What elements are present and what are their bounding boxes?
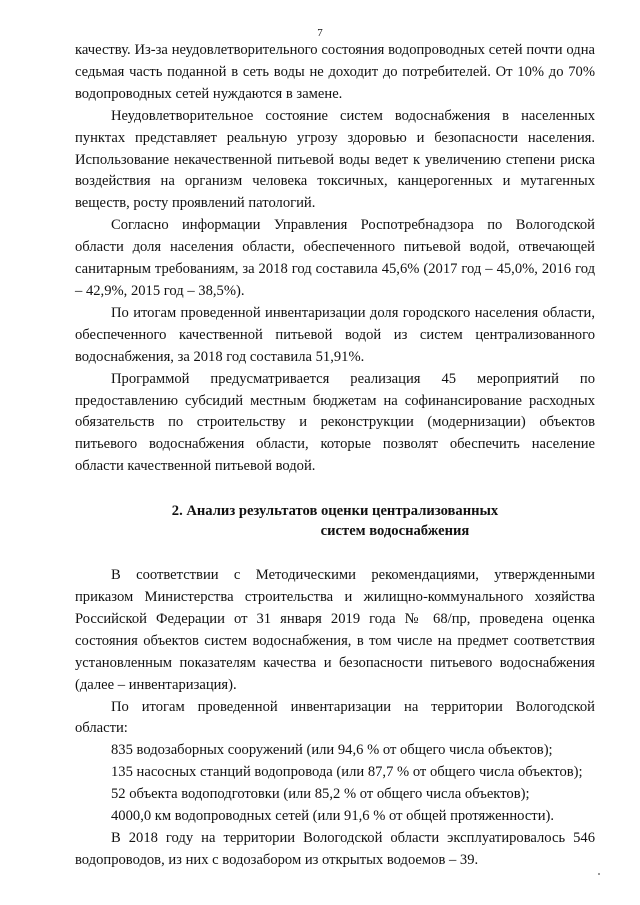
list-item-water-intakes: 835 водозаборных сооружений (или 94,6 % от общего числа объектов); (111, 742, 553, 759)
list-item-pumping-stations: 135 насосных станций водопровода (или 87,7 % от общего числа объектов); (111, 764, 583, 781)
paragraph-program-measures: Программой предусматривается реализация 45 мероприятий по предоставлению субсидий местным бюджетам на софинансирование расходных обязательств по строительству и реконструкции (модернизации) объектов питьевого водоснабжения области, которые позволят обеспечить население области качественной питьевой водой. (75, 370, 595, 475)
paragraph-water-supply-condition: Неудовлетворительное состояние систем водоснабжения в населенных пунктах представляет реальную угрозу здоровью и безопасности населения. Использование некачественной питьевой воды ведет к увеличению степени риска воздействия на организм человека токсичных, канцерогенных и мутагенных веществ, росту проявлений патологий. (75, 107, 595, 212)
paragraph-continuation: качеству. Из-за неудовлетворительного состояния водопроводных сетей почти одна седьмая часть поданной в сеть воды не доходит до потребителей. От 10% до 70% водопроводных сетей нуждаются в замене. (75, 42, 595, 102)
scan-speck (598, 873, 600, 875)
paragraph-inventory-intro: По итогам проведенной инвентаризации на территории Вологодской области: (75, 698, 595, 737)
section-heading (75, 501, 595, 541)
list-item-water-networks: 4000,0 км водопроводных сетей (или 91,6 % от общей протяженности). (111, 808, 555, 825)
paragraph-water-pipelines-2018: В 2018 году на территории Вологодской области эксплуатировалось 546 водопроводов, из них с водозабором из открытых водоемов – 39. (75, 830, 595, 868)
page-number: 7 (317, 27, 323, 39)
section-heading-line-2: систем водоснабжения (320, 523, 470, 540)
paragraph-methodology: В соответствии с Методическими рекомендациями, утвержденными приказом Министерства строительства и жилищно-коммунального хозяйства Российской Федерации от 31 января 2019 года № 68/пр, проведена оценка состояния объектов систем водоснабжения, в том числе на предмет соответствия установленным показателям качества и безопасности питьевого водоснабжения (далее – инвентаризация). (75, 567, 595, 693)
document-body (75, 40, 595, 872)
paragraph-urban-population-share: По итогам проведенной инвентаризации доля городского населения области, обеспеченного качественной питьевой водой из систем централизованного водоснабжения, за 2018 год составила 51,91%. (75, 304, 595, 365)
paragraph-rospotrebnadzor-data: Согласно информации Управления Роспотребнадзора по Вологодской области доля населения области, обеспеченного питьевой водой, отвечающей санитарным требованиям, за 2018 год составила 45,6% (2017 год – 45,0%, 2016 год – 42,9%, 2015 год – 38,5%). (75, 217, 595, 299)
list-item-water-treatment: 52 объекта водоподготовки (или 85,2 % от общего числа объектов); (111, 786, 530, 803)
section-heading-line-1: 2. Анализ результатов оценки централизованных (171, 503, 499, 520)
